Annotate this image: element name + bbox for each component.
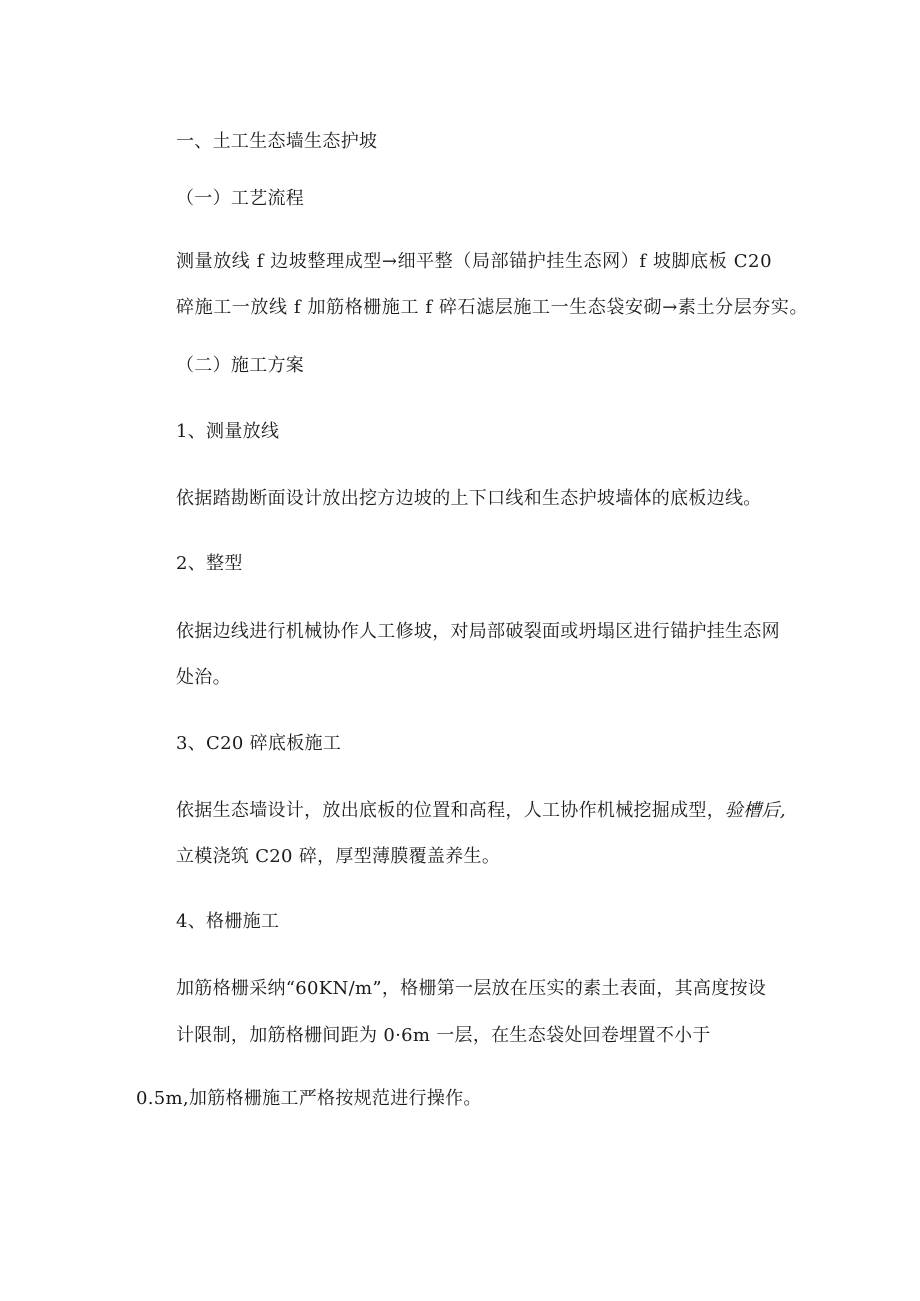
section-title: 一、土工生态墙生态护坡	[176, 131, 378, 152]
item-title-shaping: 2、整型	[176, 553, 243, 574]
subsection-heading-process: （一）工艺流程	[176, 188, 305, 209]
flow-text-line: 测量放线 f 边坡整理成型→细平整（局部锚护挂生态网）f 坡脚底板 C20	[176, 251, 773, 272]
paragraph-line: 0.5m,加筋格栅施工严格按规范进行操作。	[136, 1088, 482, 1109]
paragraph-line: 处治。	[176, 667, 231, 688]
flow-text-line: 碎施工一放线 f 加筋格栅施工 f 碎石滤层施工一生态袋安砌→素土分层夯实。	[176, 297, 809, 318]
italic-text: 验槽后,	[725, 800, 786, 821]
paragraph-line: 加筋格栅采纳“60KN/m”，格栅第一层放在压实的素土表面，其高度按设	[176, 978, 767, 999]
item-title-geogrid: 4、格栅施工	[176, 911, 280, 932]
item-title-survey: 1、测量放线	[176, 421, 280, 442]
paragraph-line: 依据踏勘断面设计放出挖方边坡的上下口线和生态护坡墙体的底板边线。	[176, 488, 762, 509]
paragraph-line: 立模浇筑 C20 碎，厚型薄膜覆盖养生。	[176, 846, 501, 867]
item-title-base-slab: 3、C20 碎底板施工	[176, 733, 342, 754]
paragraph-line: 计限制，加筋格栅间距为 0·6m 一层，在生态袋处回卷埋置不小于	[176, 1025, 711, 1046]
paragraph-text: 依据生态墙设计，放出底板的位置和高程，人工协作机械挖掘成型，	[176, 800, 725, 821]
subsection-heading-plan: （二）施工方案	[176, 355, 305, 376]
paragraph-line: 依据边线进行机械协作人工修坡，对局部破裂面或坍塌区进行锚护挂生态网	[176, 621, 780, 642]
paragraph-line	[176, 799, 786, 823]
